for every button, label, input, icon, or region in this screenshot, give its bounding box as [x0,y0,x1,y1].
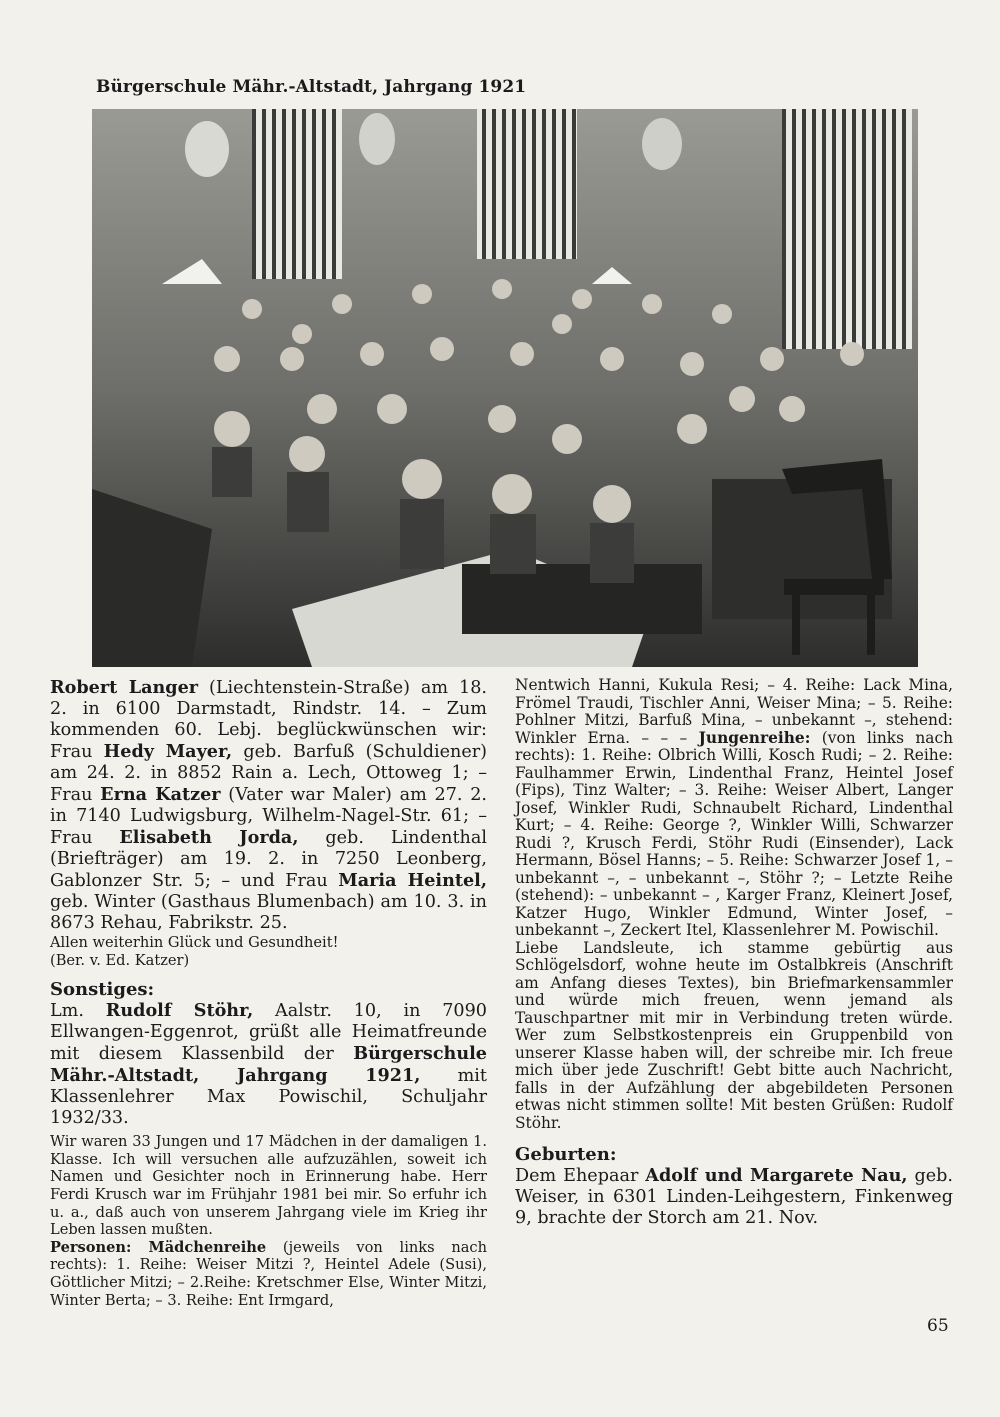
class-info-paragraph: Wir waren 33 Jungen und 17 Mädchen in der damaligen 1. Klasse. Ich will versuchen alle aufzuzählen, soweit ich Namen und Gesichter noch in Erinnerung habe. Herr Ferdi Krusch war im Frühjahr 1981 bei mir. So erfuhr ich u. a., daß auch von unserem Jahrgang viele im Krieg ihr Leben lassen mußten. [50,1133,487,1239]
greeting-paragraph [50,1000,487,1129]
photo-caption: Bürgerschule Mähr.-Altstadt, Jahrgang 1921 [96,77,527,97]
text-run: Nentwich Hanni, Kukula Resi; – 4. Reihe: Lack Mina, Frömel Traudi, Tischler Anni, Weiser Mina; – 5. Reihe: Pohlner Mitzi, Barfuß Mina, – unbekannt –, stehend: Winkler Erna. – – – [515,676,953,747]
right-column [515,677,953,1229]
boys-row-label: Jungenreihe: [698,728,811,747]
name-erna-katzer: Erna Katzer [100,784,221,805]
text-run: geb. Winter (Gasthaus Blumenbach) am 10. 3. in 8673 Rehau, Fabrikstr. 25. [50,892,487,933]
persons-paragraph [50,1239,487,1309]
school-name: Bürgerschule Mähr.-Altstadt, Jahrgang 1921, [50,1043,487,1087]
name-rudolf-stoehr: Rudolf Stöhr, [105,1000,254,1022]
persons-label: Personen: Mädchenreihe [50,1238,267,1256]
text-run: (Vater war Maler) am 27. 2. in 7140 Ludwigsburg, Wilhelm-Nagel-Str. 61; – Frau [50,785,487,848]
births-paragraph [515,1165,953,1229]
section-heading-sonstiges: Sonstiges: [50,979,155,1001]
name-nau: Adolf und Margarete Nau, [645,1165,908,1186]
text-run: (von links nach rechts): 1. Reihe: Olbrich Willi, Kosch Rudi; – 2. Reihe: Faulhammer Erwin, Lindenthal Franz, Heintel Josef (Fips), Tinz Walter; – 3. Reihe: Weiser Albert, Langer Josef, Winkler Rudi, Schnaubelt Richard, Lindenthal Kurt; – 4. Reihe: George ?, Winkler Willi, Schwarzer Rudi ?, Krusch Ferdi, Stöhr Rudi (Einsender), Lack Hermann, Bösel Hanns; – 5. Reihe: Schwarzer Josef 1, – unbekannt –, – unbekannt –, Stöhr ?; – Letzte Reihe (stehend): – unbekannt – , Karger Franz, Kleinert Josef, Katzer Hugo, Winkler Edmund, Winter Josef, – unbekannt –, Zeckert Itel, Klassenlehrer M. Powischil. [515,728,954,939]
left-column [50,677,487,1309]
page-number: 65 [927,1316,949,1336]
wishes-line: Allen weiterhin Glück und Gesundheit! [50,934,339,951]
name-maria-heintel: Maria Heintel, [338,870,487,891]
reporter-signature: (Ber. v. Ed. Katzer) [50,951,190,969]
text-run: Aalstr. 10, in 7090 Ellwangen-Eggenrot, grüßt alle Heimatfreunde mit diesem Klassenbild der [50,1001,487,1065]
name-elisabeth-jorda: Elisabeth Jorda, [119,827,299,848]
section-heading-geburten: Geburten: [515,1144,617,1165]
text-run: geb. Weiser, in 6301 Linden-Leihgestern, Finkenweg 9, brachte der Storch am 21. Nov. [515,1166,954,1228]
text-run: (Liechtenstein-Straße) am 18. 2. in 6100 Darmstadt, Rindstr. 14. – Zum kommenden 60. Lebj. beglückwünschen wir: Frau [50,678,487,762]
letter-paragraph: Liebe Landsleute, ich stamme gebürtig aus Schlögelsdorf, wohne heute im Ostalbkreis (Anschrift am Anfang dieses Textes), bin Briefmarkensammler und würde mich freuen, wenn jemand als Tauschpartner mit mir in Verbindung treten würde. Wer zum Selbstkostenpreis ein Gruppenbild von unserer Klasse haben will, der schreibe mir. Ich freue mich über jede Zuschrift! Gebt bitte auch Nachricht, falls in der Aufzählung der abgebildeten Personen etwas nicht stimmen sollte! Mit besten Grüßen: Rudolf Stöhr. [515,938,953,1132]
text-run: mit Klassenlehrer Max Powischil, Schuljahr 1932/33. [50,1066,487,1129]
text-run: geb. Lindenthal (Briefträger) am 19. 2. in 7250 Leonberg, Gablonzer Str. 5; – und Frau [50,828,487,891]
text-run: geb. Barfuß (Schuldiener) am 24. 2. in 8852 Rain a. Lech, Ottoweg 1; – Frau [50,742,488,805]
names-list-paragraph [515,677,953,940]
name-robert-langer: Robert Langer [50,677,199,698]
name-hedy-mayer: Hedy Mayer, [103,741,233,762]
text-run: (jeweils von links nach rechts): 1. Reihe: Weiser Mitzi ?, Heintel Adele (Susi), Göttlicher Mitzi; – 2.Reihe: Kretschmer Else, Winter Mitzi, Winter Berta; – 3. Reihe: Ent Irmgard, [50,1238,487,1309]
text-run: Lm. [50,1001,106,1022]
class-photo-image [92,109,918,667]
class-photo [92,109,918,667]
text-run: Dem Ehepaar [515,1166,646,1186]
birthday-paragraph [50,677,487,934]
